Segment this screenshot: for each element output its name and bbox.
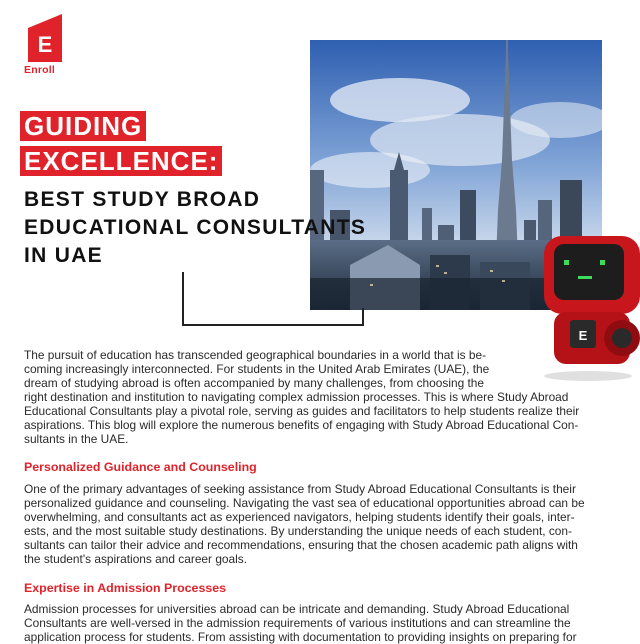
brand-logo bbox=[26, 14, 64, 62]
paragraph-line: Consultants are well-versed in the admission requirements of various institutions and can streamline the bbox=[24, 616, 571, 630]
decorative-frame-line bbox=[182, 272, 184, 326]
paragraph-line: right destination and institution to navigating complex admission processes. This is where Study Abroad bbox=[24, 390, 569, 404]
title-line-1: GUIDING bbox=[20, 111, 146, 141]
decorative-frame-line bbox=[362, 308, 364, 326]
paragraph-line: dream of studying abroad is often accompanied by many challenges, from choosing the bbox=[24, 376, 485, 390]
paragraph-line: coming increasingly interconnected. For students in the United Arab Emirates (UAE), the bbox=[24, 362, 490, 376]
paragraph-line: One of the primary advantages of seeking assistance from Study Abroad Educational Consultants is their bbox=[24, 482, 576, 496]
paragraph-line: sultants can tailor their advice and recommendations, ensuring that the chosen academic path aligns with bbox=[24, 538, 578, 552]
section-paragraph bbox=[24, 602, 624, 644]
intro-paragraph bbox=[24, 348, 624, 446]
decorative-frame-line bbox=[182, 324, 364, 326]
subtitle-line: BEST STUDY BROAD bbox=[24, 188, 261, 211]
robot-badge-letter: E bbox=[578, 328, 588, 343]
paragraph-line: application process for students. From assisting with documentation to providing insights on preparing for bbox=[24, 630, 577, 644]
paragraph-line: overwhelming, and consultants act as experienced navigators, helping students identify their goals, inter- bbox=[24, 510, 575, 524]
paragraph-line: The pursuit of education has transcended geographical boundaries in a world that is be- bbox=[24, 348, 487, 362]
paragraph-line: ests, and the most suitable study destinations. By understanding the unique needs of each student, con- bbox=[24, 524, 572, 538]
paragraph-line: the student's aspirations and career goals. bbox=[24, 552, 248, 566]
paragraph-line: Admission processes for universities abroad can be intricate and demanding. Study Abroad Educational bbox=[24, 602, 570, 616]
paragraph-line: sultants in the UAE. bbox=[24, 432, 129, 446]
paragraph-line: aspirations. This blog will explore the numerous benefits of engaging with Study Abroad Educational Con- bbox=[24, 418, 579, 432]
title-line-2: EXCELLENCE: bbox=[20, 146, 222, 176]
paragraph-line: Educational Consultants play a pivotal role, serving as guides and facilitators to help students realize their bbox=[24, 404, 580, 418]
subtitle-line: EDUCATIONAL CONSULTANTS bbox=[24, 216, 367, 239]
section-paragraph bbox=[24, 482, 624, 566]
section-heading: Expertise in Admission Processes bbox=[24, 581, 227, 595]
subtitle-line: IN UAE bbox=[24, 244, 103, 267]
paragraph-line: personalized guidance and counseling. Navigating the vast sea of educational opportunities abroad can be bbox=[24, 496, 585, 510]
section-heading: Personalized Guidance and Counseling bbox=[24, 460, 257, 474]
brand-name: Enroll bbox=[24, 64, 55, 76]
logo-letter: E bbox=[37, 32, 53, 57]
subtitle bbox=[24, 186, 366, 270]
